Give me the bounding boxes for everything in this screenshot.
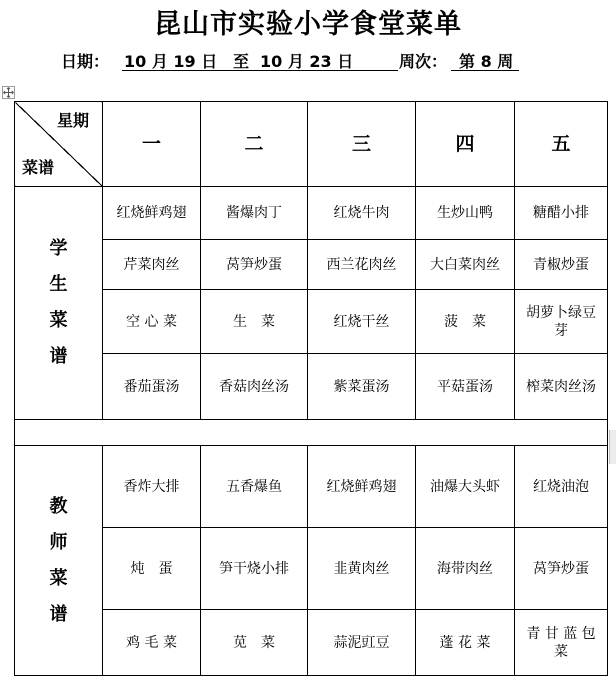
table-move-handle-icon[interactable] [2, 86, 15, 99]
corner-weekday-label: 星期 [56, 111, 89, 130]
student-row [15, 187, 608, 240]
menu-cell: 西兰花肉丝 [308, 240, 416, 290]
spacer-row [15, 420, 608, 446]
menu-cell: 青椒炒蛋 [515, 240, 608, 290]
menu-cell: 酱爆肉丁 [201, 187, 308, 240]
teacher-row [15, 446, 608, 528]
menu-cell: 海带肉丝 [416, 528, 515, 610]
menu-cell: 韭黄肉丝 [308, 528, 416, 610]
menu-cell: 油爆大头虾 [416, 446, 515, 528]
menu-cell: 莴笋炒蛋 [515, 528, 608, 610]
student-menu-label: 学 生 菜 谱 [15, 187, 103, 420]
side-scroll-handle[interactable] [609, 430, 616, 464]
menu-cell: 红烧鲜鸡翅 [308, 446, 416, 528]
teacher-row [15, 528, 608, 610]
weekday-thu: 四 [416, 102, 515, 187]
menu-cell: 空 心 菜 [103, 290, 201, 354]
menu-cell: 蓬 花 菜 [416, 610, 515, 676]
student-row [15, 354, 608, 420]
menu-cell: 紫菜蛋汤 [308, 354, 416, 420]
menu-cell: 蒜泥豇豆 [308, 610, 416, 676]
date-label: 日期： [61, 52, 110, 71]
menu-cell: 香菇肉丝汤 [201, 354, 308, 420]
menu-cell: 红烧鲜鸡翅 [103, 187, 201, 240]
menu-cell: 红烧牛肉 [308, 187, 416, 240]
menu-cell: 胡萝卜绿豆芽 [515, 290, 608, 354]
menu-cell: 生 菜 [201, 290, 308, 354]
menu-cell: 莴笋炒蛋 [201, 240, 308, 290]
menu-cell: 五香爆鱼 [201, 446, 308, 528]
menu-cell: 糖醋小排 [515, 187, 608, 240]
week-value: 第 8 周 [459, 52, 514, 71]
weekday-tue: 二 [201, 102, 308, 187]
weekday-wed: 三 [308, 102, 416, 187]
teacher-row [15, 610, 608, 676]
menu-cell: 番茄蛋汤 [103, 354, 201, 420]
page-title: 昆山市实验小学食堂菜单 [154, 9, 462, 40]
menu-cell: 香炸大排 [103, 446, 201, 528]
menu-cell: 生炒山鸭 [416, 187, 515, 240]
week-underline [451, 70, 519, 71]
header-corner-cell [15, 102, 103, 187]
menu-cell: 大白菜肉丝 [416, 240, 515, 290]
weekday-fri: 五 [515, 102, 608, 187]
menu-cell: 笋干烧小排 [201, 528, 308, 610]
menu-cell: 红烧干丝 [308, 290, 416, 354]
menu-cell: 平菇蛋汤 [416, 354, 515, 420]
date-start: 10 月 19 日 [124, 52, 218, 71]
menu-cell: 炖 蛋 [103, 528, 201, 610]
date-underline [122, 70, 398, 71]
menu-cell: 榨菜肉丝汤 [515, 354, 608, 420]
menu-cell: 红烧油泡 [515, 446, 608, 528]
week-label: 周次： [399, 52, 448, 71]
header-row [15, 102, 608, 187]
menu-cell: 青 甘 蓝 包 菜 [515, 610, 608, 676]
corner-menu-label: 菜谱 [22, 158, 55, 177]
menu-cell: 芹菜肉丝 [103, 240, 201, 290]
menu-cell: 苋 菜 [201, 610, 308, 676]
teacher-menu-label: 教 师 菜 谱 [15, 446, 103, 676]
menu-table [14, 101, 608, 676]
date-to: 至 [233, 52, 250, 71]
weekday-mon: 一 [103, 102, 201, 187]
student-row [15, 240, 608, 290]
menu-cell: 鸡 毛 菜 [103, 610, 201, 676]
menu-cell: 菠 菜 [416, 290, 515, 354]
student-row [15, 290, 608, 354]
date-end: 10 月 23 日 [260, 52, 354, 71]
